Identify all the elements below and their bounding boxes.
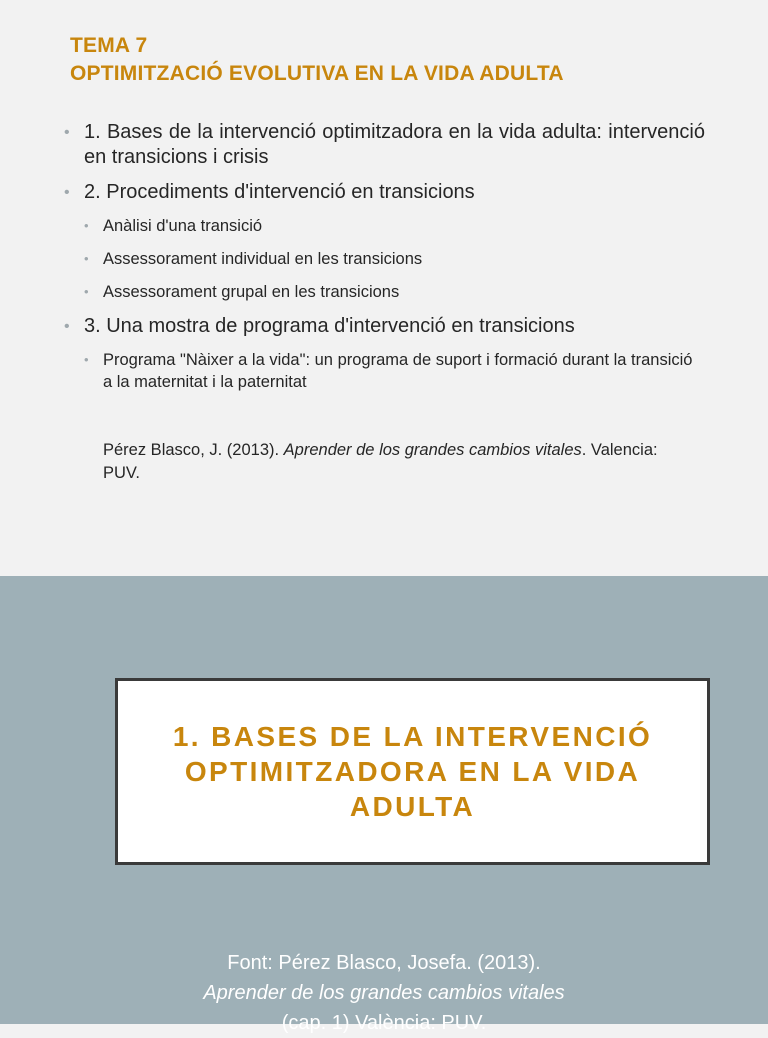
reference-author: Pérez Blasco, J. (2013).: [103, 441, 284, 459]
list-item-2: [64, 180, 705, 205]
source-line-1: Font: Pérez Blasco, Josefa. (2013).: [227, 952, 541, 974]
reference-publisher: . Valencia: PUV.: [103, 441, 658, 482]
list-item-3: [64, 314, 705, 339]
bullet-icon: •: [64, 184, 70, 201]
slide-title: [70, 32, 564, 88]
bullet-list: [64, 120, 705, 404]
sub-item-text: Programa "Nàixer a la vida": un programa de suport i formació durant la transició a la maternitat i la paternitat: [103, 351, 693, 391]
section-title-box: [115, 678, 710, 865]
list-item-1: [64, 120, 705, 170]
bullet-icon: •: [64, 318, 70, 335]
sub-item: [64, 248, 705, 270]
bullet-icon: •: [84, 284, 89, 299]
sub-item-text: Assessorament individual en les transicions: [103, 250, 423, 268]
list-item-text: 2. Procediments d'intervenció en transicions: [84, 181, 475, 203]
source-line-2: Aprender de los grandes cambios vitales: [203, 982, 565, 1004]
sub-item-text: Anàlisi d'una transició: [103, 217, 263, 235]
bullet-icon: •: [84, 251, 89, 266]
bullet-icon: •: [64, 124, 70, 141]
slide-title-line-2: OPTIMITZACIÓ EVOLUTIVA EN LA VIDA ADULTA: [70, 62, 564, 85]
source-citation: [0, 948, 768, 1038]
bullet-icon: •: [84, 218, 89, 233]
list-item-text: 1. Bases de la intervenció optimitzadora en la vida adulta: intervenció en transicions i crisis: [84, 121, 705, 168]
bullet-icon: •: [84, 352, 89, 367]
reference-title: Aprender de los grandes cambios vitales: [283, 441, 582, 459]
section-heading: 1. BASES DE LA INTERVENCIÓ OPTIMITZADORA EN LA VIDA ADULTA: [172, 721, 653, 822]
sub-item: [64, 349, 705, 393]
slide-title-line-1: TEMA 7: [70, 34, 148, 57]
sub-item: [64, 281, 705, 303]
list-item-text: 3. Una mostra de programa d'intervenció en transicions: [84, 315, 575, 337]
sub-item-text: Assessorament grupal en les transicions: [103, 283, 400, 301]
source-line-3: (cap. 1) València: PUV.: [281, 1012, 487, 1034]
sub-item: [64, 215, 705, 237]
slide-2: [0, 576, 768, 1034]
reference: [103, 439, 693, 485]
